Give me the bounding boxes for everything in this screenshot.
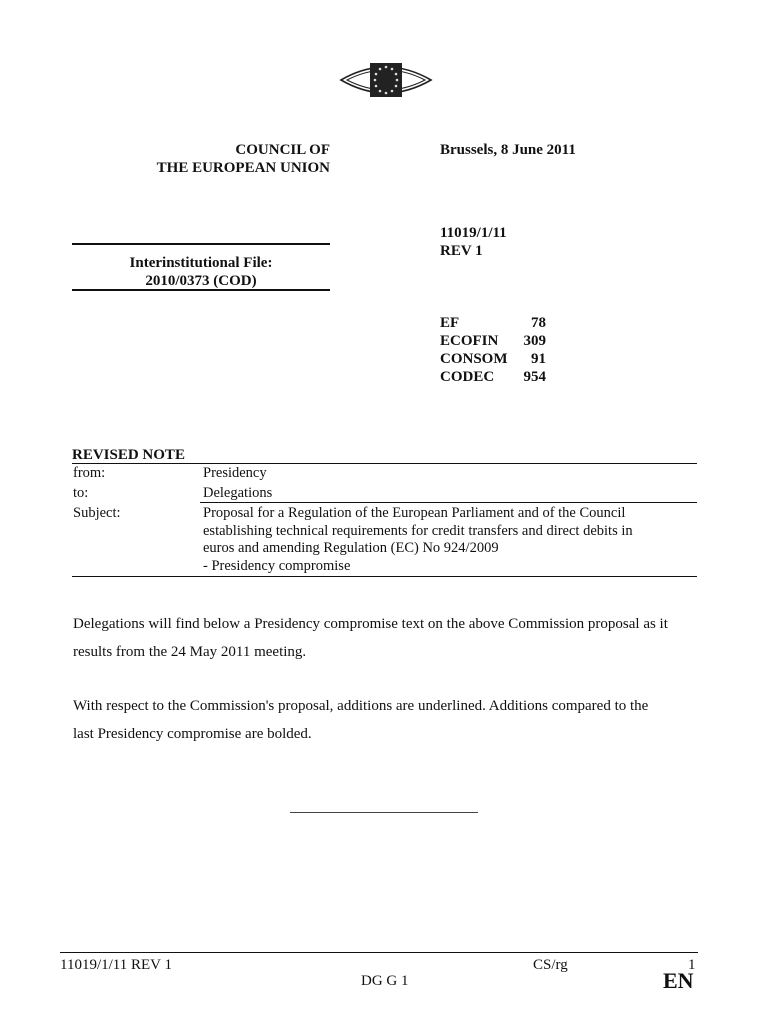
code-number: 954: [523, 369, 546, 385]
council-emblem-logo: [337, 56, 435, 104]
body-paragraph-2: [73, 692, 703, 748]
council-name: [120, 141, 330, 177]
footer-rule: [60, 952, 698, 953]
interfile-bottom-rule: [72, 289, 330, 291]
from-value: Presidency: [203, 465, 267, 481]
footer-initials: CS/rg: [533, 957, 568, 973]
to-row-rule: [200, 502, 697, 503]
to-label: to:: [73, 485, 89, 501]
subject-bottom-rule: [72, 576, 697, 577]
code-name: CONSOM: [440, 351, 508, 367]
footer-doc-ref: 11019/1/11 REV 1: [60, 957, 172, 973]
subject-line: euros and amending Regulation (EC) No 924/2009: [203, 540, 499, 556]
subject-line: establishing technical requirements for credit transfers and direct debits in: [203, 522, 633, 539]
code-number: 91: [531, 351, 546, 367]
body-paragraph-1: [73, 610, 703, 666]
document-revision: REV 1: [440, 243, 483, 259]
body-line: Delegations will find below a Presidency compromise text on the above Commission proposal as it: [73, 616, 668, 632]
document-reference: [440, 224, 507, 260]
body-line: With respect to the Commission's proposal, additions are underlined. Additions compared to the: [73, 698, 649, 714]
to-row: [73, 485, 673, 503]
code-name: CODEC: [440, 369, 495, 385]
subject-row: [73, 505, 673, 575]
council-name-line2: THE EUROPEAN UNION: [156, 160, 330, 176]
document-number: 11019/1/11: [440, 225, 507, 241]
place-date: Brussels, 8 June 2011: [440, 142, 576, 158]
interfile-top-rule: [72, 243, 330, 245]
body-line: results from the 24 May 2011 meeting.: [73, 644, 307, 660]
note-title-rule: [72, 463, 697, 464]
classification-codes: [440, 314, 546, 386]
to-value: Delegations: [203, 485, 273, 501]
subject-line: - Presidency compromise: [203, 557, 351, 574]
subject-label: Subject:: [73, 505, 121, 521]
body-line: last Presidency compromise are bolded.: [73, 726, 312, 742]
code-number: 309: [523, 333, 546, 349]
code-name: ECOFIN: [440, 333, 499, 349]
code-row: [440, 332, 546, 350]
interinstitutional-label: Interinstitutional File:: [129, 255, 273, 271]
code-name: EF: [440, 315, 460, 331]
from-label: from:: [73, 465, 106, 481]
footer-language: EN: [663, 968, 694, 993]
footer-directorate: DG G 1: [361, 973, 409, 989]
footer-page-number: 1: [688, 957, 696, 973]
note-title: REVISED NOTE: [72, 447, 185, 463]
interinstitutional-number: 2010/0373 (COD): [145, 273, 257, 289]
code-row: [440, 314, 546, 332]
code-number: 78: [531, 315, 546, 331]
code-row: [440, 368, 546, 386]
code-row: [440, 350, 546, 368]
interinstitutional-file: [72, 254, 330, 290]
from-row: [73, 465, 673, 483]
council-name-line1: COUNCIL OF: [235, 142, 330, 158]
end-of-text-divider: [290, 812, 478, 813]
subject-value: [203, 505, 673, 575]
subject-line: Proposal for a Regulation of the European Parliament and of the Council: [203, 505, 626, 521]
